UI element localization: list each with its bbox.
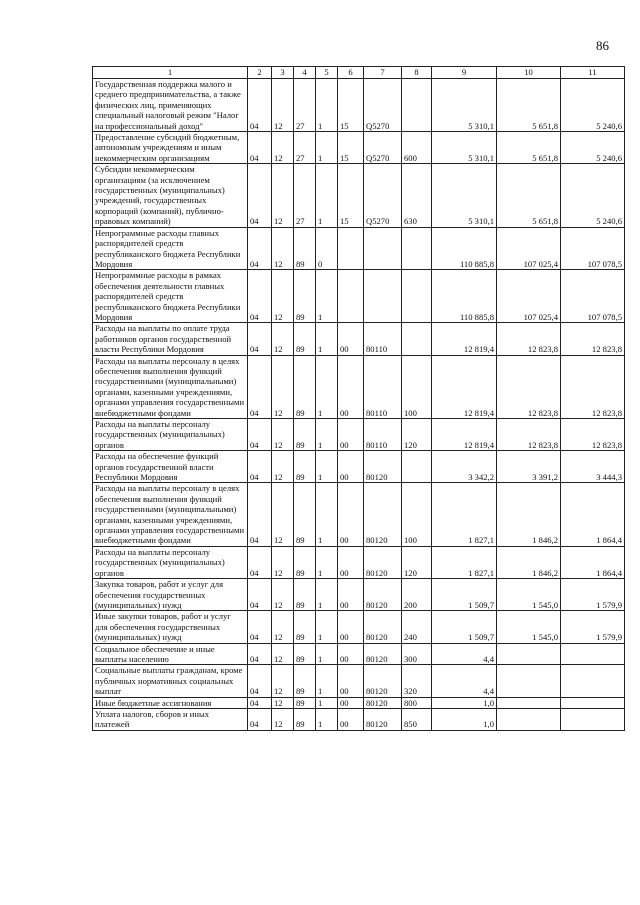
direction-code: 80120 (364, 611, 402, 643)
subprogram-code: 1 (316, 697, 338, 708)
column-header: 6 (338, 67, 364, 79)
table-row (93, 708, 625, 730)
column-header: 8 (402, 67, 432, 79)
expense-type-code: 320 (402, 665, 432, 697)
amount-year-3: 1 579,9 (561, 579, 625, 611)
table-row (93, 132, 625, 164)
page-number: 86 (596, 38, 609, 53)
expense-type-code: 240 (402, 611, 432, 643)
program-code: 89 (294, 323, 316, 355)
event-code: 15 (338, 132, 364, 164)
expense-type-code: 800 (402, 697, 432, 708)
amount-year-1: 1 827,1 (432, 546, 497, 578)
subprogram-code: 1 (316, 451, 338, 483)
amount-year-2: 3 391,2 (497, 451, 561, 483)
amount-year-1: 12 819,4 (432, 323, 497, 355)
subprogram-code: 1 (316, 708, 338, 730)
program-code: 89 (294, 665, 316, 697)
amount-year-2: 107 025,4 (497, 227, 561, 270)
event-code: 00 (338, 355, 364, 418)
row-name: Уплата налогов, сборов и иных платежей (93, 708, 248, 730)
amount-year-2: 1 846,2 (497, 546, 561, 578)
subsection-code: 12 (272, 79, 294, 132)
amount-year-1: 1 509,7 (432, 611, 497, 643)
column-header: 11 (561, 67, 625, 79)
direction-code: 80120 (364, 579, 402, 611)
direction-code: Q5270 (364, 164, 402, 227)
program-code: 27 (294, 79, 316, 132)
program-code: 89 (294, 697, 316, 708)
amount-year-3: 12 823,8 (561, 355, 625, 418)
amount-year-3: 12 823,8 (561, 323, 625, 355)
subsection-code: 12 (272, 132, 294, 164)
table-row (93, 323, 625, 355)
amount-year-2: 1 846,2 (497, 483, 561, 546)
subsection-code: 12 (272, 451, 294, 483)
section-code: 04 (248, 665, 272, 697)
expense-type-code (402, 227, 432, 270)
subsection-code: 12 (272, 227, 294, 270)
subsection-code: 12 (272, 546, 294, 578)
section-code: 04 (248, 697, 272, 708)
row-name: Социальное обеспечение и иные выплаты населению (93, 643, 248, 665)
subsection-code: 12 (272, 483, 294, 546)
amount-year-3 (561, 643, 625, 665)
row-name: Расходы на выплаты персоналу в целях обеспечения выполнения функций государственными (муниципальными) органами, казенными учреждениями, органами управления государственными внебюджетными фондами (93, 355, 248, 418)
subsection-code: 12 (272, 419, 294, 451)
event-code: 00 (338, 643, 364, 665)
column-header: 4 (294, 67, 316, 79)
program-code: 27 (294, 132, 316, 164)
program-code: 89 (294, 546, 316, 578)
row-name: Государственная поддержка малого и среднего предпринимательства, а также физических лиц, применяющих специальный налоговый режим "Налог на профессиональный доход" (93, 79, 248, 132)
amount-year-2: 5 651,8 (497, 132, 561, 164)
program-code: 89 (294, 227, 316, 270)
direction-code: 80120 (364, 546, 402, 578)
direction-code: 80120 (364, 665, 402, 697)
column-header: 10 (497, 67, 561, 79)
subsection-code: 12 (272, 643, 294, 665)
amount-year-1: 1 509,7 (432, 579, 497, 611)
amount-year-1: 5 310,1 (432, 79, 497, 132)
direction-code: 80120 (364, 708, 402, 730)
amount-year-1: 5 310,1 (432, 132, 497, 164)
program-code: 89 (294, 708, 316, 730)
subprogram-code: 1 (316, 79, 338, 132)
section-code: 04 (248, 323, 272, 355)
direction-code: 80120 (364, 451, 402, 483)
row-name: Непрограммные расходы главных распорядителей средств республиканского бюджета Республики Мордовия (93, 227, 248, 270)
expense-type-code (402, 323, 432, 355)
direction-code: 80110 (364, 355, 402, 418)
subsection-code: 12 (272, 323, 294, 355)
subprogram-code: 0 (316, 227, 338, 270)
amount-year-1: 12 819,4 (432, 419, 497, 451)
program-code: 89 (294, 579, 316, 611)
table-row (93, 697, 625, 708)
budget-table (92, 66, 625, 731)
column-header: 5 (316, 67, 338, 79)
expense-type-code: 600 (402, 132, 432, 164)
expense-type-code: 120 (402, 546, 432, 578)
subprogram-code: 1 (316, 665, 338, 697)
subprogram-code: 1 (316, 483, 338, 546)
event-code: 00 (338, 708, 364, 730)
subsection-code: 12 (272, 697, 294, 708)
event-code: 15 (338, 79, 364, 132)
subprogram-code: 1 (316, 132, 338, 164)
subsection-code: 12 (272, 270, 294, 323)
amount-year-2: 12 823,8 (497, 355, 561, 418)
program-code: 89 (294, 419, 316, 451)
table-row (93, 79, 625, 132)
event-code: 00 (338, 451, 364, 483)
row-name: Расходы на обеспечение функций органов государственной власти Республики Мордовия (93, 451, 248, 483)
section-code: 04 (248, 270, 272, 323)
event-code: 00 (338, 419, 364, 451)
section-code: 04 (248, 611, 272, 643)
table-row (93, 483, 625, 546)
amount-year-2 (497, 643, 561, 665)
direction-code: Q5270 (364, 132, 402, 164)
table-header-row (93, 67, 625, 79)
column-header: 1 (93, 67, 248, 79)
row-name: Субсидии некоммерческим организациям (за исключением государственных (муниципальных) учреждений, государственных корпораций (компаний), публично-правовых компаний) (93, 164, 248, 227)
amount-year-2: 1 545,0 (497, 611, 561, 643)
table-row (93, 227, 625, 270)
subprogram-code: 1 (316, 323, 338, 355)
direction-code: 80110 (364, 419, 402, 451)
amount-year-3: 5 240,6 (561, 164, 625, 227)
program-code: 89 (294, 611, 316, 643)
subsection-code: 12 (272, 665, 294, 697)
amount-year-2: 1 545,0 (497, 579, 561, 611)
table-row (93, 546, 625, 578)
amount-year-1: 3 342,2 (432, 451, 497, 483)
event-code: 00 (338, 665, 364, 697)
amount-year-3: 12 823,8 (561, 419, 625, 451)
subprogram-code: 1 (316, 164, 338, 227)
amount-year-2: 12 823,8 (497, 419, 561, 451)
amount-year-2: 12 823,8 (497, 323, 561, 355)
column-header: 2 (248, 67, 272, 79)
expense-type-code (402, 270, 432, 323)
amount-year-1: 4,4 (432, 665, 497, 697)
expense-type-code (402, 79, 432, 132)
amount-year-3: 1 864,4 (561, 546, 625, 578)
table-row (93, 355, 625, 418)
row-name: Расходы на выплаты персоналу государственных (муниципальных) органов (93, 419, 248, 451)
amount-year-2: 5 651,8 (497, 79, 561, 132)
column-header: 3 (272, 67, 294, 79)
row-name: Иные закупки товаров, работ и услуг для обеспечения государственных (муниципальных) нужд (93, 611, 248, 643)
amount-year-3 (561, 708, 625, 730)
row-name: Предоставление субсидий бюджетным, автономным учреждениям и иным некоммерческим организациям (93, 132, 248, 164)
event-code: 00 (338, 697, 364, 708)
amount-year-2 (497, 665, 561, 697)
section-code: 04 (248, 451, 272, 483)
table-row (93, 665, 625, 697)
subprogram-code: 1 (316, 643, 338, 665)
column-header: 9 (432, 67, 497, 79)
section-code: 04 (248, 419, 272, 451)
event-code: 00 (338, 546, 364, 578)
amount-year-3: 3 444,3 (561, 451, 625, 483)
subprogram-code: 1 (316, 270, 338, 323)
subsection-code: 12 (272, 611, 294, 643)
amount-year-3: 5 240,6 (561, 79, 625, 132)
expense-type-code: 630 (402, 164, 432, 227)
section-code: 04 (248, 643, 272, 665)
row-name: Расходы на выплаты персоналу государственных (муниципальных) органов (93, 546, 248, 578)
expense-type-code: 100 (402, 483, 432, 546)
direction-code: 80120 (364, 643, 402, 665)
section-code: 04 (248, 483, 272, 546)
expense-type-code: 200 (402, 579, 432, 611)
program-code: 89 (294, 643, 316, 665)
table-row (93, 643, 625, 665)
amount-year-1: 1,0 (432, 708, 497, 730)
expense-type-code: 100 (402, 355, 432, 418)
amount-year-3: 107 078,5 (561, 270, 625, 323)
table-row (93, 451, 625, 483)
event-code: 00 (338, 611, 364, 643)
amount-year-1: 1 827,1 (432, 483, 497, 546)
subprogram-code: 1 (316, 419, 338, 451)
program-code: 89 (294, 270, 316, 323)
event-code (338, 227, 364, 270)
event-code: 15 (338, 164, 364, 227)
amount-year-2: 5 651,8 (497, 164, 561, 227)
section-code: 04 (248, 164, 272, 227)
amount-year-3: 5 240,6 (561, 132, 625, 164)
expense-type-code: 300 (402, 643, 432, 665)
direction-code: Q5270 (364, 79, 402, 132)
column-header: 7 (364, 67, 402, 79)
subsection-code: 12 (272, 579, 294, 611)
row-name: Расходы на выплаты по оплате труда работников органов государственной власти Республики Мордовия (93, 323, 248, 355)
table-row (93, 164, 625, 227)
row-name: Закупка товаров, работ и услуг для обеспечения государственных (муниципальных) нужд (93, 579, 248, 611)
subprogram-code: 1 (316, 579, 338, 611)
amount-year-1: 5 310,1 (432, 164, 497, 227)
expense-type-code: 120 (402, 419, 432, 451)
direction-code: 80120 (364, 697, 402, 708)
section-code: 04 (248, 227, 272, 270)
row-name: Расходы на выплаты персоналу в целях обеспечения выполнения функций государственными (муниципальными) органами, казенными учреждениями, органами управления государственными внебюджетными фондами (93, 483, 248, 546)
table-row (93, 419, 625, 451)
expense-type-code (402, 451, 432, 483)
amount-year-3 (561, 665, 625, 697)
section-code: 04 (248, 132, 272, 164)
amount-year-1: 110 885,8 (432, 227, 497, 270)
program-code: 89 (294, 451, 316, 483)
amount-year-1: 1,0 (432, 697, 497, 708)
section-code: 04 (248, 79, 272, 132)
expense-type-code: 850 (402, 708, 432, 730)
amount-year-2 (497, 708, 561, 730)
direction-code: 80120 (364, 483, 402, 546)
amount-year-3: 107 078,5 (561, 227, 625, 270)
table-row (93, 270, 625, 323)
subsection-code: 12 (272, 355, 294, 418)
event-code (338, 270, 364, 323)
direction-code (364, 227, 402, 270)
row-name: Социальные выплаты гражданам, кроме публичных нормативных социальных выплат (93, 665, 248, 697)
program-code: 89 (294, 355, 316, 418)
direction-code: 80110 (364, 323, 402, 355)
row-name: Непрограммные расходы в рамках обеспечения деятельности главных распорядителей средств республиканского бюджета Республики Мордовия (93, 270, 248, 323)
amount-year-3 (561, 697, 625, 708)
amount-year-1: 4,4 (432, 643, 497, 665)
amount-year-1: 12 819,4 (432, 355, 497, 418)
event-code: 00 (338, 483, 364, 546)
amount-year-3: 1 579,9 (561, 611, 625, 643)
program-code: 89 (294, 483, 316, 546)
section-code: 04 (248, 708, 272, 730)
amount-year-2 (497, 697, 561, 708)
direction-code (364, 270, 402, 323)
table-row (93, 579, 625, 611)
subsection-code: 12 (272, 708, 294, 730)
row-name: Иные бюджетные ассигнования (93, 697, 248, 708)
subprogram-code: 1 (316, 611, 338, 643)
subprogram-code: 1 (316, 355, 338, 418)
amount-year-1: 110 885,8 (432, 270, 497, 323)
section-code: 04 (248, 355, 272, 418)
section-code: 04 (248, 546, 272, 578)
table-row (93, 611, 625, 643)
subsection-code: 12 (272, 164, 294, 227)
program-code: 27 (294, 164, 316, 227)
event-code: 00 (338, 323, 364, 355)
subprogram-code: 1 (316, 546, 338, 578)
amount-year-2: 107 025,4 (497, 270, 561, 323)
event-code: 00 (338, 579, 364, 611)
amount-year-3: 1 864,4 (561, 483, 625, 546)
section-code: 04 (248, 579, 272, 611)
